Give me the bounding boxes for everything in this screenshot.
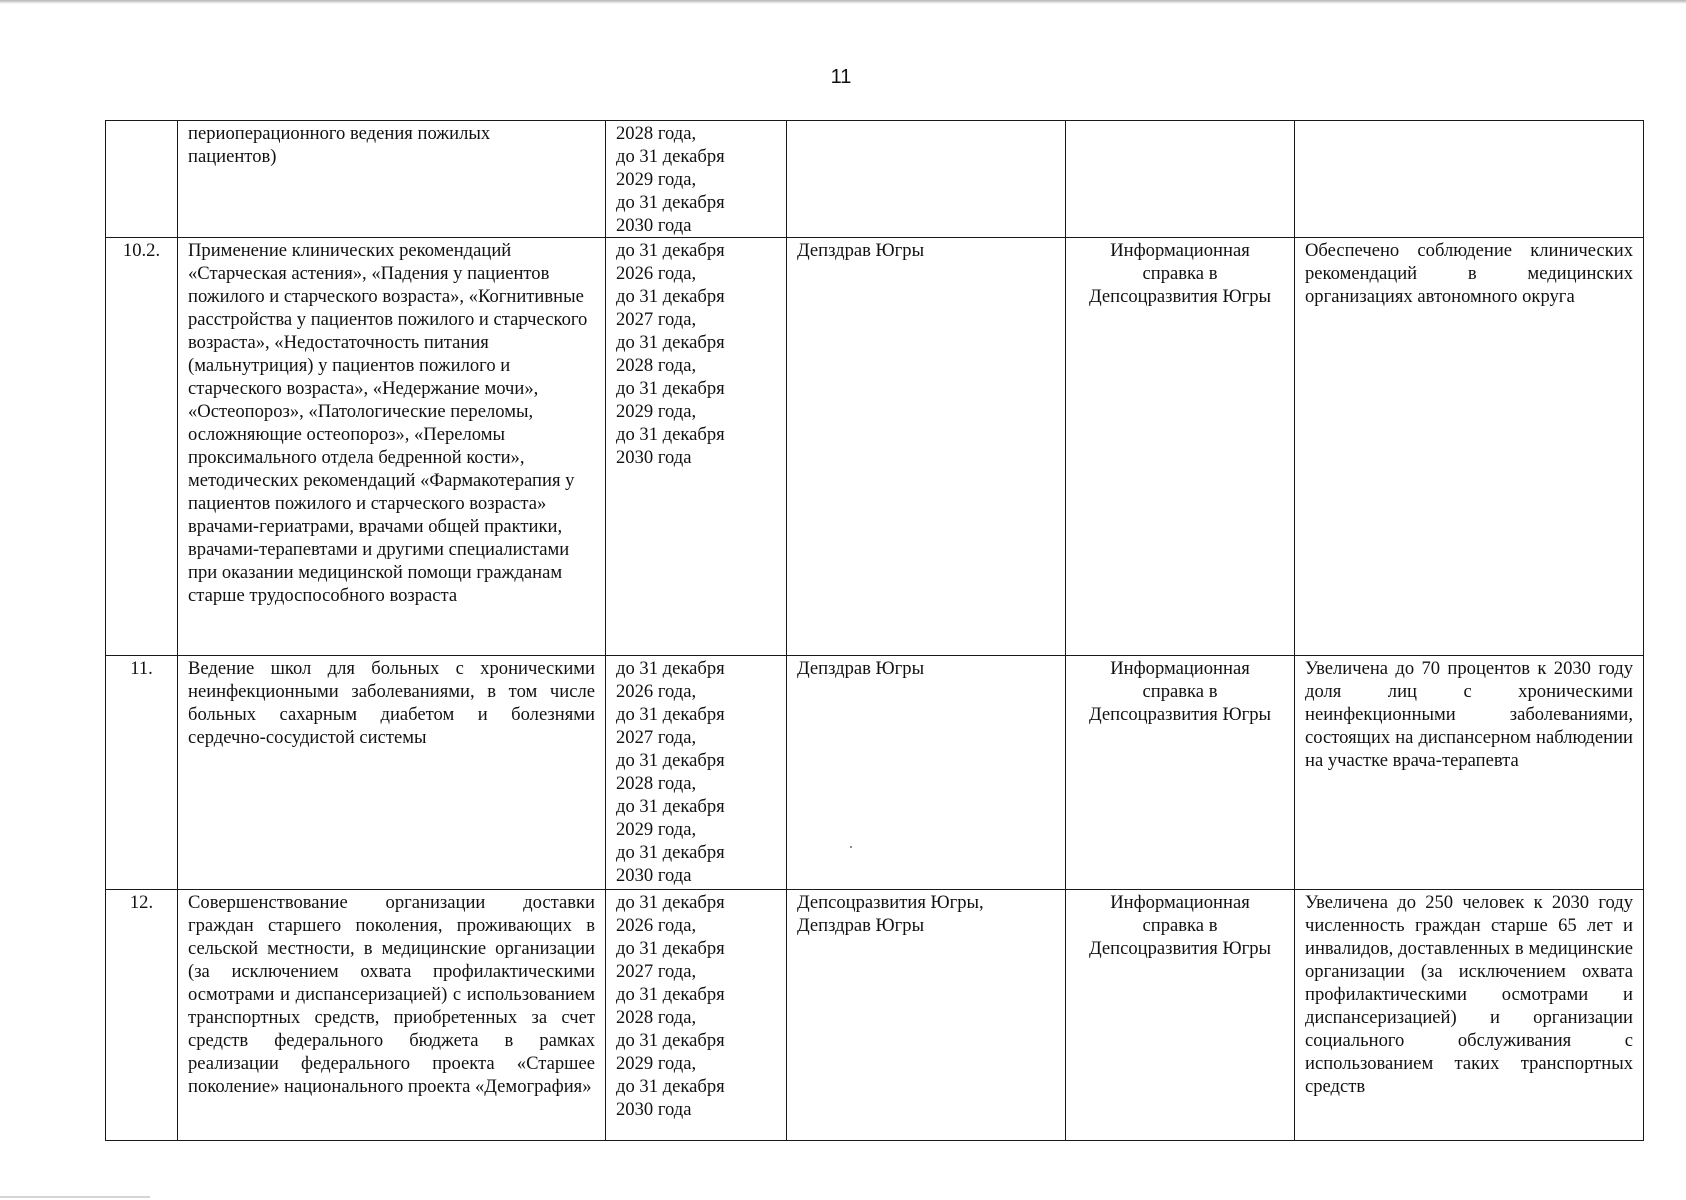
page-number: 11 — [830, 66, 852, 88]
table-row — [106, 656, 1644, 890]
row-number: 11. — [106, 656, 178, 890]
responsible-executor: Депсоцразвития Югры, Депздрав Югры — [787, 890, 1066, 1141]
responsible-executor: Депздрав Югры — [787, 238, 1066, 656]
row-number: 10.2. — [106, 238, 178, 656]
deadline-dates: до 31 декабря 2026 года, до 31 декабря 2027 года, до 31 декабря 2028 года, до 31 декабря 2029 года, до 31 декабря 2030 года — [606, 238, 787, 656]
expected-result: Обеспечено соблюдение клинических рекомендаций в медицинских организациях автономного округа — [1295, 238, 1644, 656]
deadline-dates: 2028 года, до 31 декабря 2029 года, до 31 декабря 2030 года — [606, 121, 787, 238]
completion-form: Информационная справка в Депсоцразвития Югры — [1066, 656, 1295, 890]
table-row — [106, 890, 1644, 1141]
activity-name: Применение клинических рекомендаций «Старческая астения», «Падения у пациентов пожилого и старческого возраста», «Когнитивные расстройства у пациентов пожилого и старческого возраста», «Недостаточность питания (мальнутриция) у пациентов пожилого и старческого возраста», «Недержание мочи», «Остеопороз», «Патологические переломы, осложняющие остеопороз», «Переломы проксимального отдела бедренной кости», методических рекомендаций «Фармакотерапия у пациентов пожилого и старческого возраста» врачами-гериатрами, врачами общей практики, врачами-терапевтами и другими специалистами при оказании медицинской помощи гражданам старше трудоспособного возраста — [178, 238, 606, 656]
row-number — [106, 121, 178, 238]
activity-name: периоперационного ведения пожилых пациентов) — [178, 121, 606, 238]
completion-form: Информационная справка в Депсоцразвития Югры — [1066, 238, 1295, 656]
expected-result — [1295, 121, 1644, 238]
scan-edge-top — [0, 0, 1686, 4]
responsible-executor — [787, 121, 1066, 238]
activity-name: Совершенствование организации доставки граждан старшего поколения, проживающих в сельской местности, в медицинские организации (за исключением охвата профилактическими осмотрами и диспансеризацией) с использованием транспортных средств, приобретенных за счет средств федерального бюджета в рамках реализации федерального проекта «Старшее поколение» национального проекта «Демография» — [178, 890, 606, 1141]
table-row — [106, 238, 1644, 656]
expected-result: Увеличена до 70 процентов к 2030 году доля лиц с хроническими неинфекционными заболеваниями, состоящих на диспансерном наблюдении на участке врача-терапевта — [1295, 656, 1644, 890]
scan-speck — [850, 846, 852, 848]
deadline-dates: до 31 декабря 2026 года, до 31 декабря 2027 года, до 31 декабря 2028 года, до 31 декабря 2029 года, до 31 декабря 2030 года — [606, 890, 787, 1141]
expected-result: Увеличена до 250 человек к 2030 году численность граждан старше 65 лет и инвалидов, доставленных в медицинские организации (за исключением охвата профилактическими осмотрами и диспансеризацией) и организации социального обслуживания с использованием таких транспортных средств — [1295, 890, 1644, 1141]
row-number: 12. — [106, 890, 178, 1141]
table-row — [106, 121, 1644, 238]
responsible-executor: Депздрав Югры — [787, 656, 1066, 890]
deadline-dates: до 31 декабря 2026 года, до 31 декабря 2027 года, до 31 декабря 2028 года, до 31 декабря 2029 года, до 31 декабря 2030 года — [606, 656, 787, 890]
scan-edge-bottom — [0, 1196, 150, 1198]
completion-form: Информационная справка в Депсоцразвития Югры — [1066, 890, 1295, 1141]
activity-name: Ведение школ для больных с хроническими неинфекционными заболеваниями, в том числе больных сахарным диабетом и болезнями сердечно-сосудистой системы — [178, 656, 606, 890]
activities-table — [105, 120, 1644, 1141]
completion-form — [1066, 121, 1295, 238]
